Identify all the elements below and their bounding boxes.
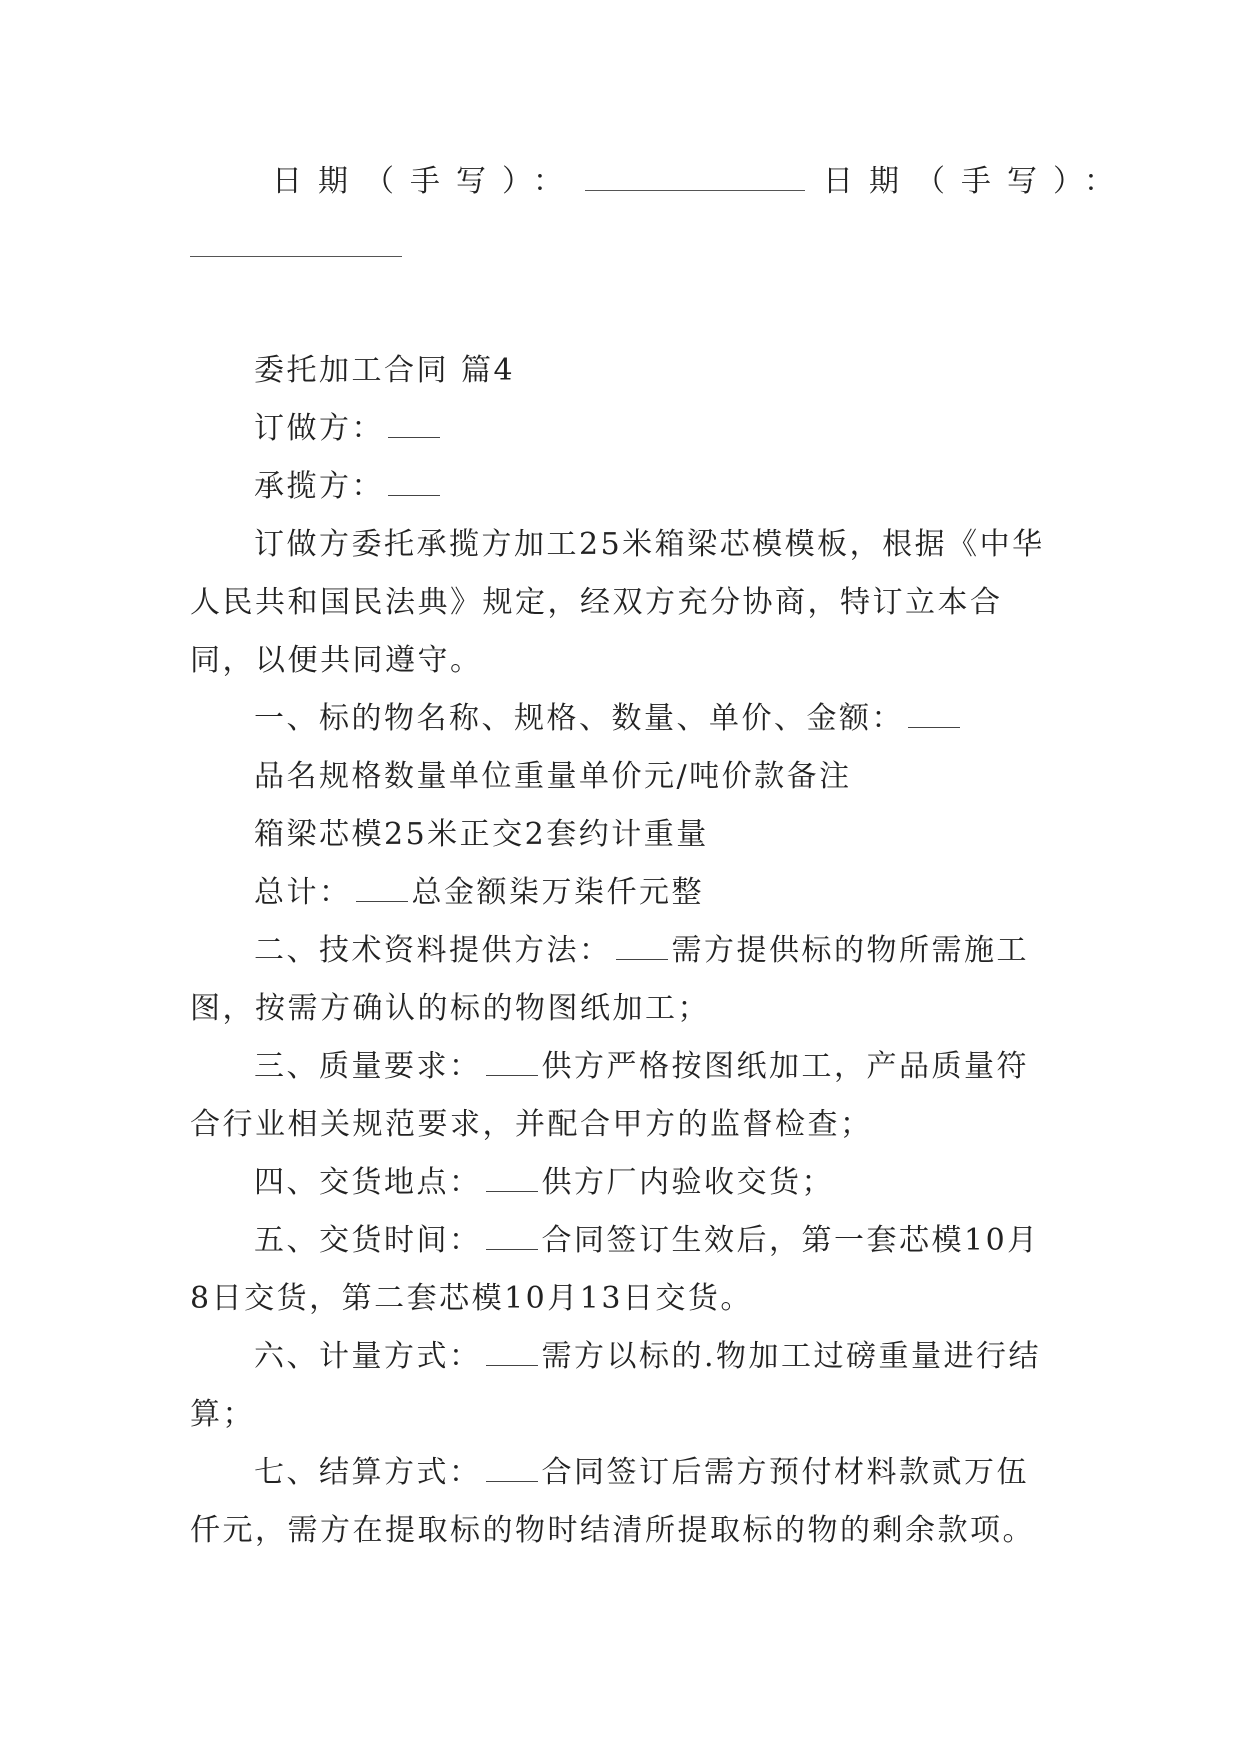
clause-3 — [190, 1038, 1052, 1154]
date-label-1: 日期（手写）： — [272, 164, 579, 199]
intro-paragraph: 订做方委托承揽方加工25米箱梁芯模模板，根据《中华人民共和国民法典》规定，经双方充分协商，特订立本合同，以便共同遵守。 — [190, 527, 1045, 678]
signature-date-row — [272, 162, 1130, 202]
clause-6 — [190, 1328, 1052, 1444]
clause-5-text: 合同签订生效后，第一套芯模10月8日交货，第二套芯模10月13日交货。 — [190, 1223, 1040, 1316]
clause-7-label: 七、结算方式： — [254, 1455, 482, 1490]
clause-6-text: 需方以标的.物加工过磅重量进行结算； — [190, 1339, 1042, 1432]
party-a-label: 订做方： — [254, 411, 384, 446]
clause-2 — [190, 922, 1052, 1038]
table-header-line: 品名规格数量单位重量单价元/吨价款备注 — [254, 759, 852, 794]
clause-1-blank — [908, 703, 960, 728]
total-label: 总计： — [254, 875, 352, 910]
party-b-blank — [388, 471, 440, 496]
party-b-line — [190, 458, 1052, 516]
clause-1-label: 一、标的物名称、规格、数量、单价、金额： — [254, 701, 904, 736]
clause-6-label: 六、计量方式： — [254, 1339, 482, 1374]
date-label-2: 日期（手写）： — [823, 164, 1130, 199]
clause-3-blank — [486, 1051, 538, 1076]
clause-2-label: 二、技术资料提供方法： — [254, 933, 612, 968]
party-a-blank — [388, 413, 440, 438]
clause-2-text: 需方提供标的物所需施工图，按需方确认的标的物图纸加工； — [190, 933, 1029, 1026]
party-b-label: 承揽方： — [254, 469, 384, 504]
clause-7-text: 合同签订后需方预付材料款贰万伍仟元，需方在提取标的物时结清所提取标的物的剩余款项。 — [190, 1455, 1035, 1548]
clause-6-blank — [486, 1341, 538, 1366]
clause-7-blank — [486, 1457, 538, 1482]
clause-4-blank — [486, 1167, 538, 1192]
total-blank — [356, 877, 408, 902]
table-row-line: 箱梁芯模25米正交2套约计重量 — [254, 817, 709, 852]
clause-3-text: 供方严格按图纸加工，产品质量符合行业相关规范要求，并配合甲方的监督检查； — [190, 1049, 1029, 1142]
clause-5-blank — [486, 1225, 538, 1250]
total-text: 总金额柒万柒仟元整 — [411, 875, 704, 910]
date-blank-1 — [585, 162, 805, 191]
clause-4-label: 四、交货地点： — [254, 1165, 482, 1200]
party-a-line — [190, 400, 1052, 458]
clause-7 — [190, 1444, 1052, 1560]
contract-title: 委托加工合同 篇4 — [254, 353, 516, 388]
clause-5-label: 五、交货时间： — [254, 1223, 482, 1258]
date-blank-2 — [190, 228, 402, 257]
clause-4-text: 供方厂内验收交货； — [541, 1165, 834, 1200]
contract-body — [190, 342, 1052, 1560]
clause-1 — [190, 690, 1052, 748]
total-line — [190, 864, 1052, 922]
clause-2-blank — [616, 935, 668, 960]
clause-5 — [190, 1212, 1052, 1328]
clause-4 — [190, 1154, 1052, 1212]
clause-3-label: 三、质量要求： — [254, 1049, 482, 1084]
